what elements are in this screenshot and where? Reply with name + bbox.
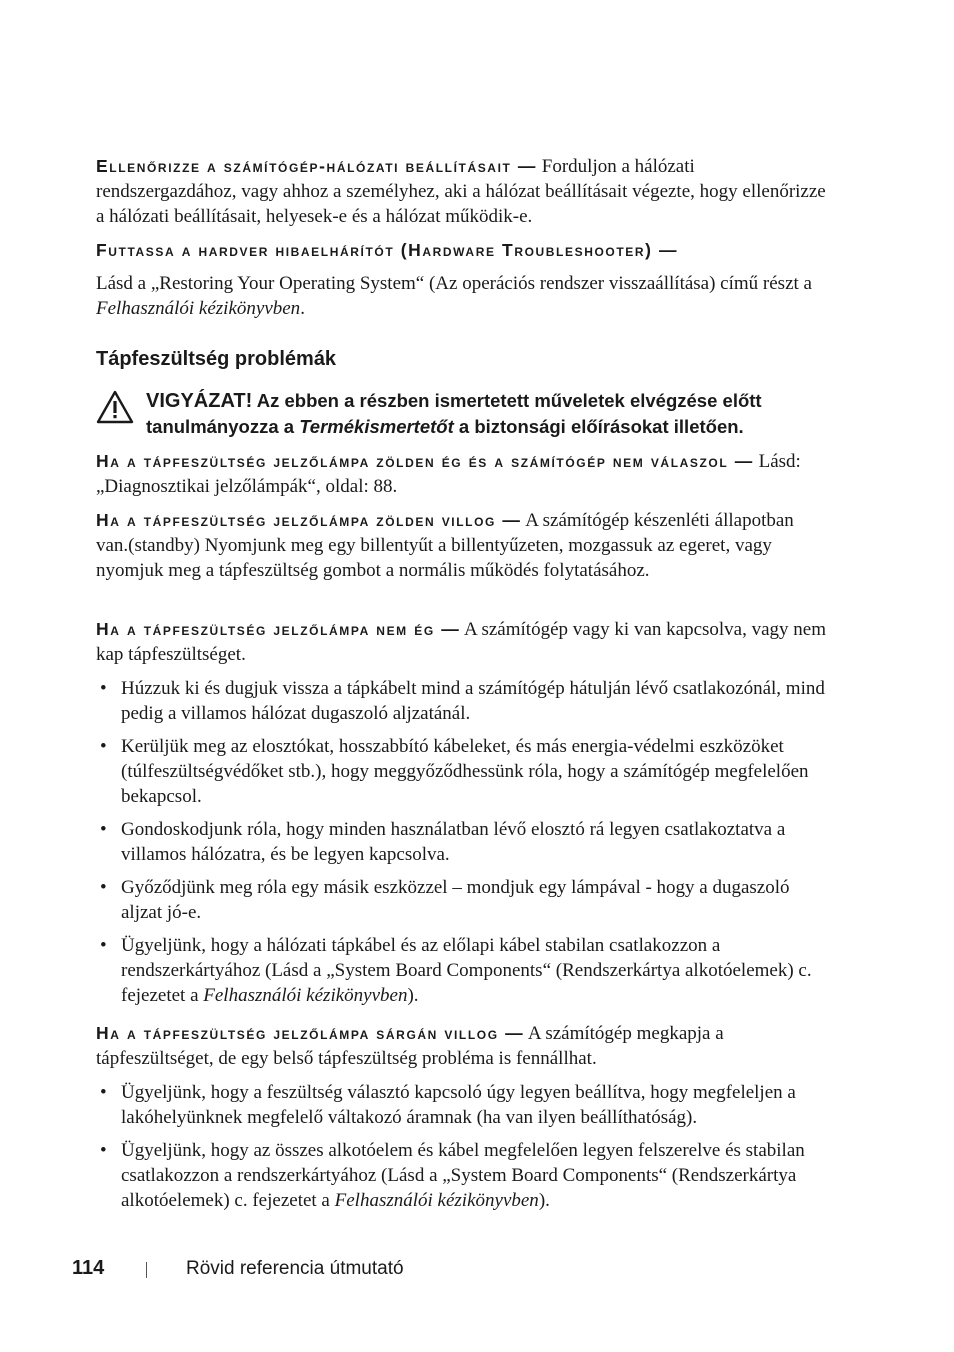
manual-ref: Felhasználói kézikönyvben <box>203 985 408 1006</box>
amber-blink-text: A számítógép megkapja a tápfeszültséget, de egy belső tápfeszültség probléma is fennállhat. <box>96 1023 724 1069</box>
list-item <box>96 734 826 809</box>
list-item <box>96 1138 826 1213</box>
bullet-icon: • <box>100 819 107 840</box>
green-steady-paragraph <box>96 449 826 499</box>
caution-doc-ref: Termékismertetőt <box>299 416 454 437</box>
green-steady-heading: Ha a tápfeszültség jelzőlámpa zölden ég és a számítógép nem válaszol — <box>96 451 754 471</box>
caution-text <box>146 388 836 439</box>
network-check-text: Forduljon a hálózati rendszergazdához, vagy ahhoz a személyhez, aki a hálózat beállításait végezte, hogy ellenőrizze a hálózati beállításait, helyesek-e és a hálózat működik-e. <box>96 156 826 227</box>
list-item-text: Győződjünk meg róla egy másik eszközzel – mondjuk egy lámpával - hogy a dugaszoló aljzat jó-e. <box>121 877 790 923</box>
green-blink-text: A számítógép készenléti állapotban van.(standby) Nyomjunk meg egy billentyűt a billentyűzeten, mozgassuk az egeret, vagy nyomjuk meg a tápfeszültség gombot a normális működés folytatásához. <box>96 510 794 581</box>
green-steady-text: Lásd: „Diagnosztikai jelzőlámpák“, oldal: 88. <box>96 451 801 497</box>
caution-label: VIGYÁZAT! <box>146 390 253 412</box>
caution-text-end: a biztonsági előírásokat illetően. <box>453 416 744 437</box>
troubleshooter-text-end: . <box>300 298 305 319</box>
list-item-text: Kerüljük meg az elosztókat, hosszabbító kábeleket, és más energia-védelmi eszközöket (túlfeszültségvédőket stb.), hogy meggyőződhessünk róla, hogy a számítógép megfelelően bekapcsol. <box>121 736 809 807</box>
troubleshooter-heading-paragraph <box>96 238 826 263</box>
amber-blink-paragraph <box>96 1021 826 1071</box>
list-item <box>96 933 826 1008</box>
footer-divider <box>146 1262 147 1278</box>
troubleshooter-manual-ref: Felhasználói kézikönyvben <box>96 298 301 319</box>
off-bullet-list <box>96 676 826 1016</box>
list-item <box>96 676 826 726</box>
list-item-text: Ügyeljünk, hogy az összes alkotóelem és kábel megfelelően legyen felszerelve és stabilan csatlakozzon a rendszerkártyához (Lásd a „System Board Components“ (Rendszerkártya alkotóelemek) c. fejezetet a <box>121 1140 805 1211</box>
bullet-icon: • <box>100 1082 107 1103</box>
bullet-icon: • <box>100 935 107 956</box>
list-item-text: Ügyeljünk, hogy a hálózati tápkábel és az előlapi kábel stabilan csatlakozzon a rendszerkártyához (Lásd a „System Board Components“ (Rendszerkártya alkotóelemek) c. fejezetet a <box>121 935 812 1006</box>
off-paragraph <box>96 617 826 667</box>
network-check-paragraph <box>96 154 826 229</box>
green-blink-heading: Ha a tápfeszültség jelzőlámpa zölden villog — <box>96 510 522 530</box>
list-item-text: Ügyeljünk, hogy a feszültség választó kapcsoló úgy legyen beállítva, hogy megfeleljen a lakóhelyünknek megfelelő váltakozó áramnak (ha van ilyen beállíthatóság). <box>121 1082 796 1128</box>
bullet-icon: • <box>100 1140 107 1161</box>
list-item-text-end: ). <box>538 1190 550 1211</box>
off-text: A számítógép vagy ki van kapcsolva, vagy nem kap tápfeszültséget. <box>96 619 827 665</box>
manual-ref: Felhasználói kézikönyvben <box>334 1190 539 1211</box>
network-check-heading: Ellenőrizze a számítógép-hálózati beállításait — <box>96 156 538 176</box>
list-item-text: Húzzuk ki és dugjuk vissza a tápkábelt mind a számítógép hátulján lévő csatlakozónál, mind pedig a villamos hálózat dugaszoló aljzatánál. <box>121 678 825 724</box>
list-item <box>96 817 826 867</box>
footer-title: Rövid referencia útmutató <box>186 1258 404 1279</box>
bullet-icon: • <box>100 877 107 898</box>
warning-triangle-icon <box>96 390 134 424</box>
list-item <box>96 1080 826 1130</box>
caution-text-start: Az ebben a részben ismertetett műveletek elvégzése előtt tanulmányozza a <box>146 390 762 437</box>
off-heading: Ha a tápfeszültség jelzőlámpa nem ég — <box>96 619 461 639</box>
troubleshooter-text: Lásd a „Restoring Your Operating System“ (Az operációs rendszer visszaállítása) című részt a <box>96 273 812 294</box>
troubleshooter-paragraph <box>96 271 826 321</box>
page-number: 114 <box>72 1257 105 1279</box>
green-blink-paragraph <box>96 508 826 583</box>
bullet-icon: • <box>100 736 107 757</box>
troubleshooter-heading: Futtassa a hardver hibaelhárítót (Hardware Troubleshooter) — <box>96 240 679 260</box>
section-title: Tápfeszültség problémák <box>96 348 337 370</box>
list-item-text: Gondoskodjunk róla, hogy minden használatban lévő elosztó rá legyen csatlakoztatva a villamos hálózatra, és be legyen kapcsolva. <box>121 819 786 865</box>
list-item <box>96 875 826 925</box>
amber-bullet-list <box>96 1080 826 1221</box>
bullet-icon: • <box>100 678 107 699</box>
amber-blink-heading: Ha a tápfeszültség jelzőlámpa sárgán villog — <box>96 1023 525 1043</box>
list-item-text-end: ). <box>407 985 419 1006</box>
